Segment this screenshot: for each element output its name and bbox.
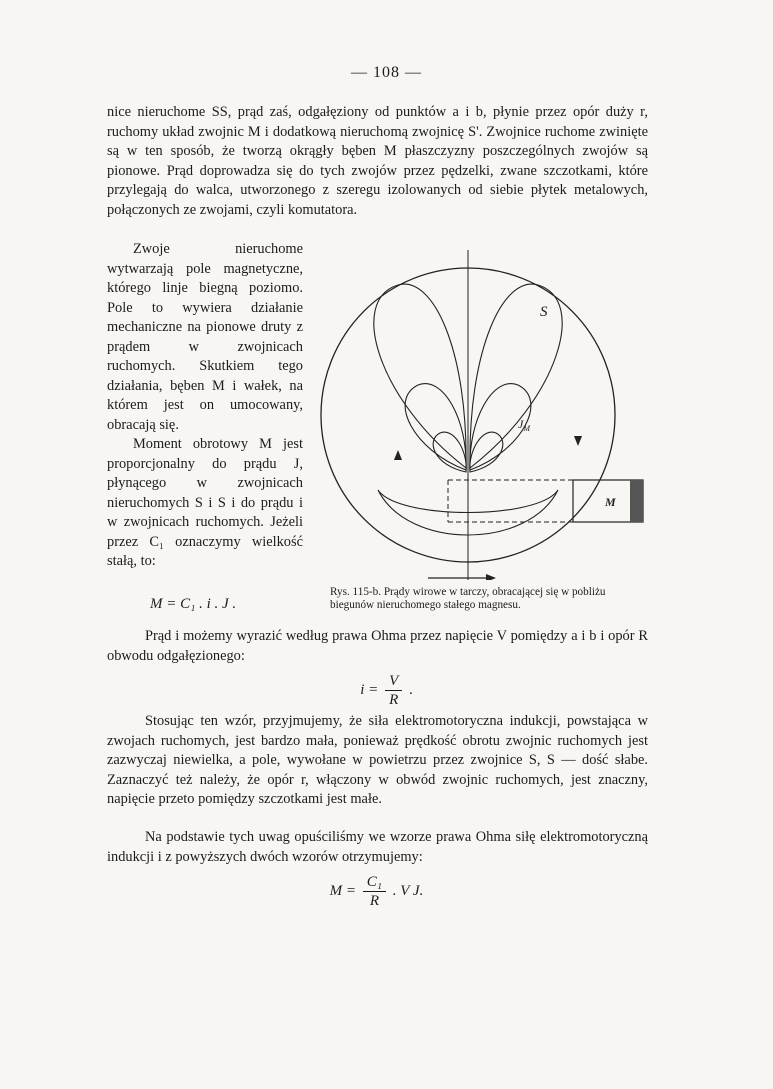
formula-current-tail: .	[408, 681, 413, 698]
label-jm-sub: M	[523, 424, 530, 433]
formula-final-numerator: C₁	[363, 873, 386, 892]
current-loop-left-inner	[433, 432, 466, 472]
formula-final-fraction	[363, 873, 386, 910]
side-paragraph-1: Zwoje nieruchome wytwarzają pole magnetyczne, którego linje biegną poziomo. Pole to wywiera działanie mechaniczne na pionowe druty z prądem w zwojnicach ruchomych. Skutkiem tego działania, bęben M i wałek, na którem jest on umocowany, obracają się.	[107, 241, 303, 433]
formula-final	[0, 873, 763, 910]
current-loop-right-inner	[470, 432, 503, 472]
current-loop-left-outer	[374, 284, 466, 468]
label-jm-main: J	[518, 417, 524, 431]
current-loop-left-middle	[405, 384, 466, 470]
label-m: M	[605, 495, 616, 509]
paragraph-intro-last-line: połączonych ze zwojami, czyli komutatora.	[107, 201, 358, 218]
current-loop-right-outer	[470, 284, 562, 468]
formula-current-denominator: R	[389, 692, 399, 708]
paragraph-assumptions-last-line: pomiędzy szczotkami jest małe.	[198, 791, 382, 807]
figure-caption: Rys. 115-b. Prądy wirowe w tarczy, obracającej się w pobliżu biegunów nieruchomego stałego magnesu.	[330, 586, 606, 611]
formula-final-denominator: R	[369, 893, 379, 909]
label-jm	[518, 417, 531, 433]
figure-eddy-currents	[318, 250, 658, 580]
page-number: — 108 —	[351, 64, 422, 81]
paragraph-assumptions-text: Stosując ten wzór, przyjmujemy, że siła elektromotoryczna indukcji, powstająca w zwojach ruchomych, jest bardzo mała, ponieważ prędkość obrotu zwojnic ruchomych jest zazwyczaj niewielka, a pole, wywołane w powietrzu przez zwojnice S, S — dość słabe. Zaznaczyć też należy, że opór r, włączony w obwód zwojnic ruchomych, jest znaczny, napięcie przeto	[107, 713, 648, 807]
paragraph-assumptions	[107, 712, 648, 810]
side-paragraph-2: Moment obrotowy M jest proporcjonalny do prądu J, płynącego w zwojnicach nieruchomych S i S i do prądu i w zwojnicach ruchomych. Jeżeli przez C₁ oznaczymy wielkość stałą, to:	[107, 436, 303, 569]
formula-final-tail: . V J.	[392, 882, 424, 899]
paragraph-intro	[107, 103, 648, 220]
rotation-arrow-head	[486, 574, 496, 580]
formula-moment: M = C₁ . i . J .	[150, 596, 237, 612]
paragraph-ohm: Prąd i możemy wyrazić według prawa Ohma przez napięcie V pomiędzy a i b i opór R obwodu odgałęzionego:	[107, 628, 648, 664]
arrow-right-loop	[574, 436, 582, 446]
arrow-left-loop	[394, 450, 402, 460]
formula-current-numerator: V	[385, 672, 402, 691]
paragraph-intro-text: nice nieruchome SS, prąd zaś, odgałęziony od punktów a i b, płynie przez opór duży r, ruchomy układ zwojnic M i dodatkową nieruchomą zwojnicę S'. Zwojnice ruchome zwinięte są w ten sposób, że tworzą okrągły bęben M płaszczyzny poszczególnych zwojów są pionowe. Prąd doprowadza się do tych zwojów przez pędzelki, zwane szczotkami, które przylegają do walca, utworzonego z szeregu izolowanych od siebie płytek metalowych,	[107, 104, 648, 198]
formula-current	[0, 672, 773, 709]
formula-current-lhs: i =	[360, 681, 379, 698]
formula-final-lhs: M =	[329, 882, 357, 899]
paragraph-conclusion: Na podstawie tych uwag opuściliśmy we wzorze prawa Ohma siłę elektromotoryczną indukcji i z powyższych dwóch wzorów otrzymujemy:	[107, 829, 648, 865]
formula-current-fraction	[385, 672, 402, 709]
magnet-pole-hatch	[630, 480, 643, 522]
label-s: S	[540, 304, 548, 320]
